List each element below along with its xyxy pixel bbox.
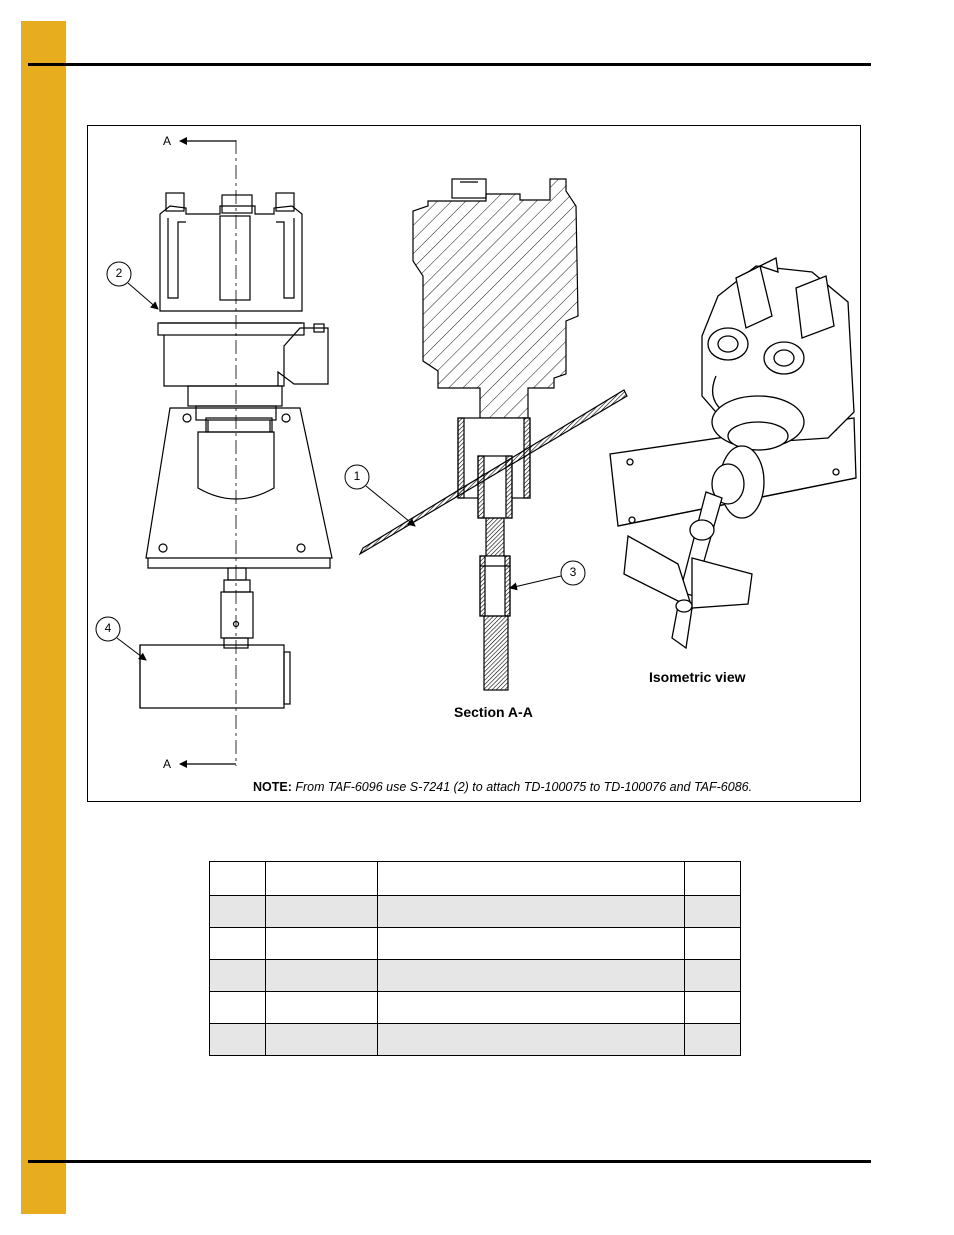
assembly-drawing (88, 126, 860, 801)
table-cell (210, 1024, 266, 1056)
table-cell (378, 896, 685, 928)
footer-rule (28, 1160, 871, 1163)
header-cell (266, 862, 378, 896)
note-text: From TAF-6096 use S-7241 (2) to attach TD-100075 to TD-100076 and TAF-6086. (295, 780, 753, 794)
table-row (210, 992, 741, 1024)
table-cell (266, 896, 378, 928)
front-view (140, 140, 332, 766)
header-cell (210, 862, 266, 896)
table-cell (685, 928, 741, 960)
section-marker-top: A (163, 134, 172, 148)
callout-2-label: 2 (115, 266, 123, 280)
table-cell (378, 960, 685, 992)
figure-note (253, 780, 752, 794)
table-cell (378, 928, 685, 960)
table-cell (266, 928, 378, 960)
table-row (210, 1024, 741, 1056)
table-cell (210, 928, 266, 960)
table-cell (378, 1024, 685, 1056)
callout-3-label: 3 (569, 565, 577, 579)
parts-table (209, 861, 741, 1056)
table-cell (685, 992, 741, 1024)
table-row (210, 896, 741, 928)
table-cell (685, 1024, 741, 1056)
table-cell (266, 1024, 378, 1056)
table-row (210, 960, 741, 992)
header-cell (685, 862, 741, 896)
callout-1-label: 1 (353, 469, 361, 483)
table-cell (685, 960, 741, 992)
callout-4-label: 4 (104, 621, 112, 635)
header-cell (378, 862, 685, 896)
table-cell (378, 992, 685, 1024)
table-header-row (210, 862, 741, 896)
section-marker-bottom: A (163, 757, 172, 771)
header-rule (28, 63, 871, 66)
table-row (210, 928, 741, 960)
table-cell (266, 960, 378, 992)
table-cell (685, 896, 741, 928)
table-cell (266, 992, 378, 1024)
figure-box (87, 125, 861, 802)
section-view (360, 179, 627, 690)
note-label: NOTE: (253, 780, 292, 794)
isometric-caption: Isometric view (649, 669, 746, 685)
table-cell (210, 960, 266, 992)
side-tab (21, 21, 66, 1214)
table-cell (210, 896, 266, 928)
table-cell (210, 992, 266, 1024)
isometric-view (610, 258, 856, 648)
section-caption: Section A-A (454, 704, 533, 720)
